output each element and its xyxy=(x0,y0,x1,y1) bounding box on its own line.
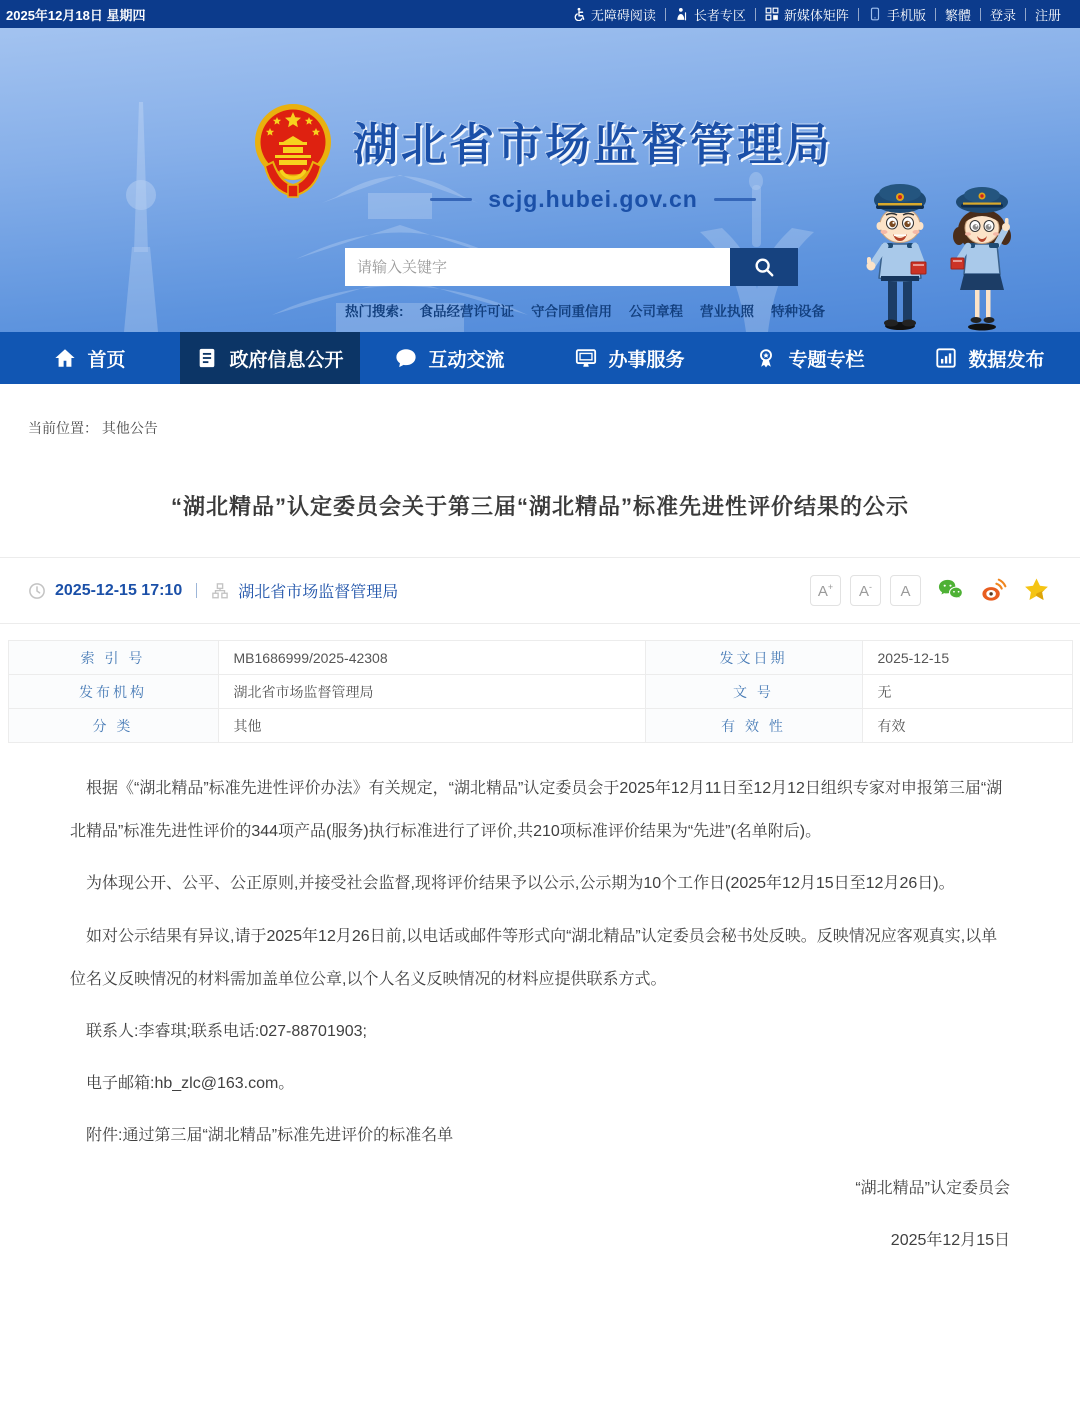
weibo-icon[interactable] xyxy=(980,577,1007,604)
national-emblem-icon xyxy=(253,100,333,199)
search-bar xyxy=(345,248,798,286)
page-title: “湖北精品”认定委员会关于第三届“湖北精品”标准先进性评价结果的公示 xyxy=(170,494,909,519)
site-domain-text: scjg.hubei.gov.cn xyxy=(488,186,698,212)
source-org-icon xyxy=(211,582,229,600)
table-row xyxy=(8,641,1072,675)
elder-zone-label: 长者专区 xyxy=(693,7,746,23)
issuing-org-value: 湖北省市场监督管理局 xyxy=(218,675,645,709)
hot-search xyxy=(345,300,842,320)
mobile-version-link[interactable] xyxy=(859,5,935,24)
site-logo[interactable] xyxy=(253,100,833,213)
topbar-links xyxy=(563,5,1070,24)
paragraph: 如对公示结果有异议,请于2025年12月26日前,以电话或邮件等形式向“湖北精品”认定委员会秘书处反映。反映情况应客观真实,以单位名义反映情况的材料需加盖单位公章,以个人名义反映情况的材料应提供联系方式。 xyxy=(70,927,998,988)
validity-value: 有效 xyxy=(862,709,1072,743)
table-row xyxy=(8,709,1072,743)
accessibility-icon xyxy=(572,7,586,21)
article-meta-left xyxy=(28,579,398,602)
font-decrease-button[interactable]: A- xyxy=(850,575,881,606)
accessibility-link[interactable] xyxy=(563,5,665,24)
font-reset-button[interactable]: A xyxy=(890,575,921,606)
issue-date-value: 2025-12-15 xyxy=(862,641,1072,675)
source-name: 湖北省市场监督管理局 xyxy=(238,584,399,601)
doc-number-label: 文 号 xyxy=(645,675,862,709)
register-link[interactable]: 注册 xyxy=(1034,7,1061,23)
publish-time: 2025-12-15 17:10 xyxy=(55,581,183,599)
brand-text xyxy=(353,100,833,213)
breadcrumb-current[interactable]: 其他公告 xyxy=(101,420,158,436)
medal-icon xyxy=(755,347,777,369)
mascot-officers xyxy=(855,180,1040,332)
monitor-icon xyxy=(575,347,597,369)
login-link[interactable]: 登录 xyxy=(989,7,1016,23)
doc-number-value: 无 xyxy=(862,675,1072,709)
traditional-chinese-link[interactable]: 繁體 xyxy=(944,7,971,23)
validity-label: 有 效 性 xyxy=(645,709,862,743)
paragraph: 根据《“湖北精品”标准先进性评价办法》有关规定，“湖北精品”认定委员会于2025年12月11日至12月12日组织专家对申报第三届“湖北精品”标准先进性评价的344项产品(服务)执行标准进行了评价,共210项标准评价结果为“先进”(名单附后)。 xyxy=(70,780,1003,841)
decorative-line xyxy=(430,198,472,201)
nav-item-services[interactable]: 办事服务 xyxy=(540,332,720,384)
article-meta-bar xyxy=(0,557,1080,624)
category-value: 其他 xyxy=(218,709,645,743)
nav-item-gov-info[interactable]: 政府信息公开 xyxy=(180,332,360,384)
decorative-line xyxy=(714,198,756,201)
mascot-male xyxy=(867,184,927,330)
divider xyxy=(196,583,197,598)
qr-grid-icon xyxy=(765,7,779,21)
breadcrumb-label: 当前位置： xyxy=(28,420,98,436)
hot-link-food-license[interactable]: 食品经营许可证 xyxy=(419,304,514,319)
category-label: 分 类 xyxy=(8,709,218,743)
site-domain xyxy=(353,186,833,213)
contact-email-line: 电子邮箱:hb_zlc@163.com。 xyxy=(86,1075,295,1093)
hot-link-business-license[interactable]: 营业执照 xyxy=(700,304,754,319)
nav-item-data-release[interactable]: 数据发布 xyxy=(900,332,1080,384)
mobile-version-label: 手机版 xyxy=(886,7,926,23)
page-content xyxy=(0,384,1080,1331)
article-meta-tools xyxy=(810,575,1050,606)
signature-org: “湖北精品”认定委员会 xyxy=(855,1179,1010,1197)
contact-person-line: 联系人:李睿琪;联系电话:027-88701903; xyxy=(86,1022,367,1040)
elder-icon xyxy=(675,7,689,21)
new-media-link[interactable] xyxy=(756,5,858,24)
new-media-label: 新媒体矩阵 xyxy=(783,7,849,23)
signature-date: 2025年12月15日 xyxy=(890,1231,1010,1249)
hot-search-label: 热门搜索: xyxy=(345,304,404,319)
qzone-icon[interactable] xyxy=(1023,577,1050,604)
chart-icon xyxy=(935,347,957,369)
font-increase-button[interactable]: A+ xyxy=(810,575,841,606)
document-info-table xyxy=(8,640,1073,743)
main-nav xyxy=(0,332,1080,384)
site-title: 湖北省市场监督管理局 xyxy=(353,119,834,170)
hot-link-contract-credit[interactable]: 守合同重信用 xyxy=(531,304,612,319)
accessibility-label: 无障碍阅读 xyxy=(590,7,656,23)
issuing-org-label: 发布机构 xyxy=(8,675,218,709)
phone-icon xyxy=(868,7,882,21)
issue-date-label: 发文日期 xyxy=(645,641,862,675)
search-button[interactable] xyxy=(730,248,798,286)
document-icon xyxy=(196,347,218,369)
index-number-value: MB1686999/2025-42308 xyxy=(218,641,645,675)
attachment-line: 附件:通过第三届“湖北精品”标准先进评价的标准名单 xyxy=(86,1127,454,1145)
wechat-icon[interactable] xyxy=(937,577,964,604)
site-header xyxy=(0,28,1080,332)
paragraph: 为体现公开、公平、公正原则,并接受社会监督,现将评价结果予以公示,公示期为10个工作日(2025年12月15日至12月26日)。 xyxy=(86,875,955,893)
search-input[interactable] xyxy=(345,248,730,286)
article-body xyxy=(0,743,1080,1331)
breadcrumb xyxy=(0,384,1080,438)
elder-zone-link[interactable] xyxy=(666,5,755,24)
topbar xyxy=(0,0,1080,28)
current-date: 2025年12月18日 星期四 xyxy=(6,7,146,23)
nav-item-interaction[interactable]: 互动交流 xyxy=(360,332,540,384)
nav-item-special-topics[interactable]: 专题专栏 xyxy=(720,332,900,384)
home-icon xyxy=(54,347,76,369)
chat-icon xyxy=(395,347,417,369)
table-row xyxy=(8,675,1072,709)
hot-link-company-charter[interactable]: 公司章程 xyxy=(629,304,683,319)
search-icon xyxy=(753,256,775,278)
hot-link-special-equipment[interactable]: 特种设备 xyxy=(771,304,825,319)
index-number-label: 索 引 号 xyxy=(8,641,218,675)
mascot-female xyxy=(951,187,1011,331)
nav-item-home[interactable]: 首页 xyxy=(0,332,180,384)
clock-icon xyxy=(28,582,46,600)
